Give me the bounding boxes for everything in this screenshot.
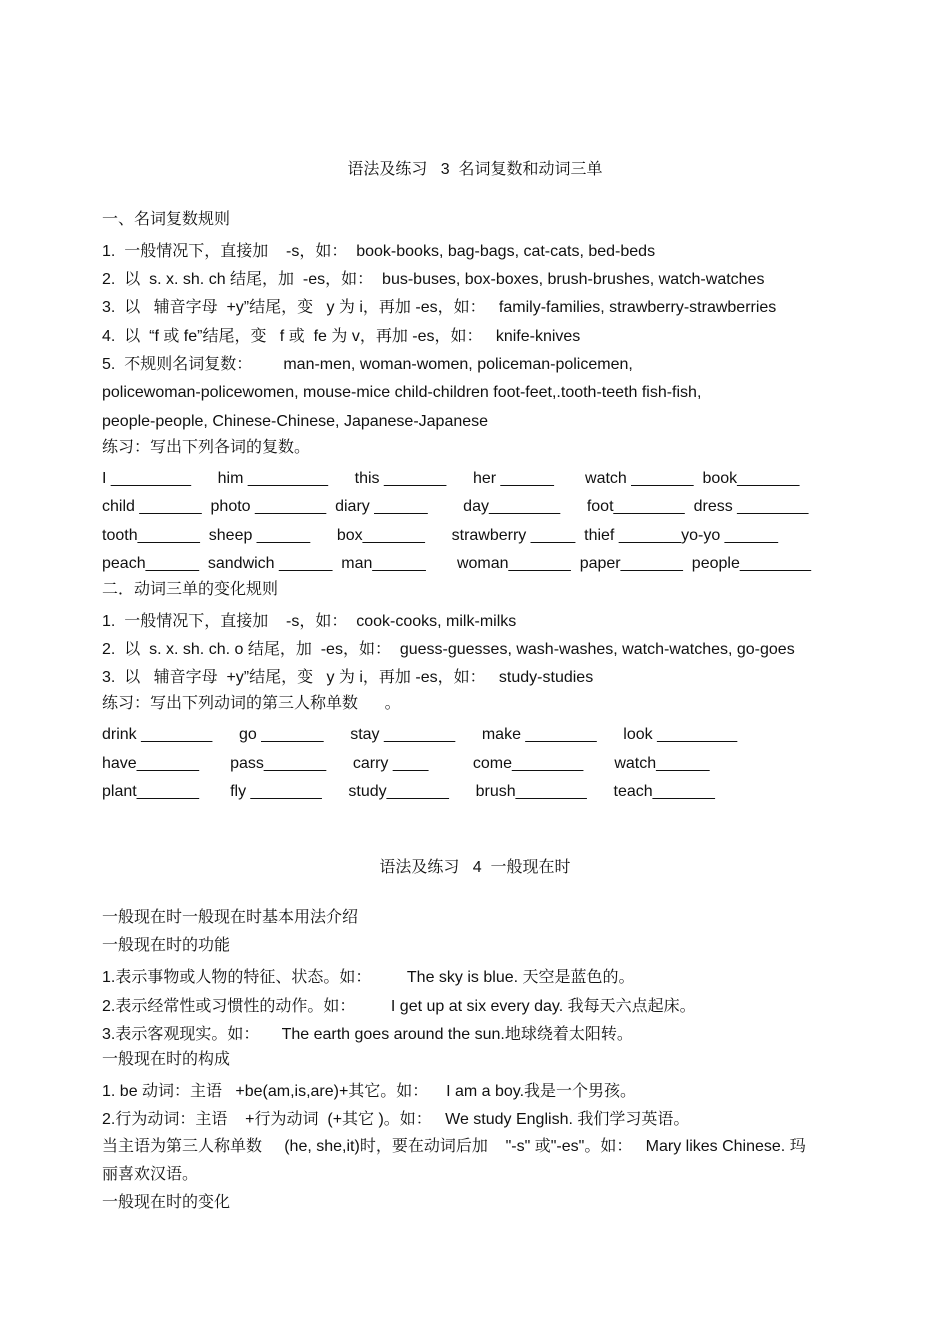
section4-line: 丽喜欢汉语。: [102, 1166, 199, 1183]
practice2-prompt: 练习：写出下列动词的第三人称单数 。: [102, 695, 401, 712]
verb-rule-1: 1. 一般情况下，直接加 -s，如： cook-cooks, milk-milks: [102, 613, 517, 630]
practice1-row: I _________ him _________ this _______ her ______ watch _______ book_______: [102, 470, 800, 487]
practice1-row: tooth_______ sheep ______ box_______ strawberry _____ thief _______yo-yo ______: [102, 527, 779, 544]
section3-heading-verb-rules: 二．动词三单的变化规则: [102, 581, 279, 598]
section4-line: 1. be 动词：主语 +be(am,is,are)+其它。如： I am a boy.我是一个男孩。: [102, 1083, 637, 1100]
noun-rule-2: 2. 以 s. x. sh. ch 结尾，加 -es，如： bus-buses, box-boxes, brush-brushes, watch-watches: [102, 271, 765, 288]
section4-line: 1.表示事物或人物的特征、状态。如： The sky is blue. 天空是蓝色的。: [102, 969, 635, 986]
verb-rule-3: 3. 以 辅音字母 +y”结尾，变 y 为 i，再加 -es，如： study-studies: [102, 669, 594, 686]
practice1-row: peach______ sandwich ______ man______ woman_______ paper_______ people________: [102, 555, 812, 572]
noun-rule-5-cont-2: people-people, Chinese-Chinese, Japanese-Japanese: [102, 413, 489, 430]
section3-heading-noun-plural-rules: 一、名词复数规则: [102, 211, 231, 228]
section4-line: 一般现在时一般现在时基本用法介绍: [102, 909, 359, 926]
noun-rule-5: 5. 不规则名词复数： man-men, woman-women, policeman-policemen,: [102, 356, 633, 373]
section4-line: 2.行为动词：主语 +行为动词 (+其它 )。如： We study English. 我们学习英语。: [102, 1111, 690, 1128]
section4-line: 一般现在时的变化: [102, 1194, 231, 1211]
noun-rule-5-cont-1: policewoman-policewomen, mouse-mice child-children foot-feet,.tooth-teeth fish-fish,: [102, 384, 702, 401]
section4-line: 2.表示经常性或习惯性的动作。如： I get up at six every day. 我每天六点起床。: [102, 998, 696, 1015]
practice1-prompt: 练习：写出下列各词的复数。: [102, 439, 311, 456]
section4-line: 3.表示客观现实。如： The earth goes around the sun.地球绕着太阳转。: [102, 1026, 633, 1043]
practice1-row: child _______ photo ________ diary ______ day________ foot________ dress ________: [102, 498, 809, 515]
section4-line: 一般现在时的功能: [102, 937, 231, 954]
practice2-row: drink ________ go _______ stay ________ make ________ look _________: [102, 726, 738, 743]
practice2-row: plant_______ fly ________ study_______ brush________ teach_______: [102, 783, 715, 800]
section4-title: 语法及练习 4 一般现在时: [379, 859, 571, 876]
section4-line: 当主语为第三人称单数 (he, she,it)时，要在动词后加 "-s" 或"-es"。如： Mary likes Chinese. 玛: [102, 1138, 806, 1155]
practice2-row: have_______ pass_______ carry ____ come________ watch______: [102, 755, 710, 772]
section3-title: 语法及练习 3 名词复数和动词三单: [347, 161, 603, 178]
section4-line: 一般现在时的构成: [102, 1051, 231, 1068]
noun-rule-1: 1. 一般情况下，直接加 -s，如： book-books, bag-bags, cat-cats, bed-beds: [102, 243, 656, 260]
noun-rule-4: 4. 以 “f 或 fe”结尾，变 f 或 fe 为 v，再加 -es，如： knife-knives: [102, 328, 581, 345]
verb-rule-2: 2. 以 s. x. sh. ch. o 结尾，加 -es，如： guess-guesses, wash-washes, watch-watches, go-goes: [102, 641, 795, 658]
noun-rule-3: 3. 以 辅音字母 +y”结尾，变 y 为 i，再加 -es，如： family-families, strawberry-strawberries: [102, 299, 777, 316]
